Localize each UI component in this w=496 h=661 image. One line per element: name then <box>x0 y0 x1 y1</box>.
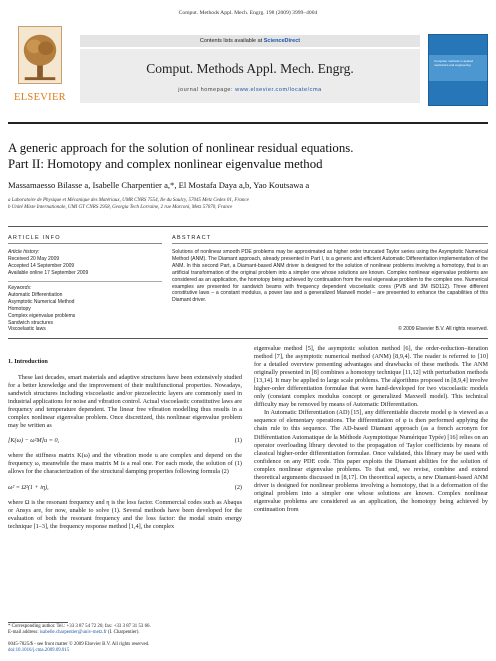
equation-1 <box>8 434 242 448</box>
history-label: Article history: <box>8 249 40 255</box>
affiliation-b: b Unité Mixte Internationale, UMI GT CNRS 2958, Georgia Tech Lorraine, 2 rue Marconi, Metz 57070, France <box>8 205 233 210</box>
section-heading: 1. Introduction <box>8 358 48 365</box>
keyword-item: Viscoelastic laws <box>8 326 46 333</box>
email-prefix: E-mail address: <box>8 630 40 636</box>
journal-homepage <box>80 87 420 93</box>
article-title-line-1: A generic approach for the solution of nonlinear residual equations. <box>8 141 354 155</box>
equation-2-number: (2) <box>234 483 242 491</box>
doi-link[interactable]: doi:10.1016/j.cma.2009.09.015 <box>8 648 70 654</box>
email-suffix: (I. Charpentier). <box>106 630 140 636</box>
homepage-prefix: journal homepage: <box>178 87 236 93</box>
footnote-contact: * Corresponding author. Tel.: +33 3 87 54 72 26; fax: +33 3 87 31 53 66. <box>8 624 151 629</box>
elsevier-tree-icon <box>18 26 62 84</box>
keywords <box>8 285 162 333</box>
contents-prefix: Contents lists available at <box>199 38 264 44</box>
journal-band <box>80 49 420 103</box>
journal-cover-thumbnail[interactable] <box>428 34 488 106</box>
equation-1-number: (1) <box>234 437 242 445</box>
journal-masthead <box>8 22 488 118</box>
body-paragraph: where the stiffness matrix K(ω) and the vibration mode u are complex and depend on the frequency ω, meanwhile the mass matrix M is a real one. For each mode, the solution of (1) allows for the characterization of the structural damping properties following formula (2) <box>8 452 242 476</box>
keyword-item: Complex eigenvalue problems <box>8 312 76 319</box>
keyword-item: Asymptotic Numerical Method <box>8 298 75 305</box>
body-column-right <box>254 345 488 514</box>
masthead-divider <box>8 122 488 124</box>
equation-2-text: ω² = Ω²(1 + iη), <box>8 483 49 491</box>
body-paragraph: eigenvalue method [5], the asymptotic solution method [6], the order-reduction–iteration method [7], the asymptotic numerical method (ANM) [8,9,4]. The reader is referred to [10] for a detailed overview presenting advantages and drawbacks of these methods. The ANM originally presented in [8] combines a homotopy technique [11,12] with perturbation methods [13,14]. It may be applied to large scale problems. The algorithms proposed in [8,9,4] involve higher-order differentiation formulae that were hand-developed for two viscoelastic models only (constant complex modulus concept or generalized Maxwell model). This technical difficulty may be removed by means of Automatic Differentiation. <box>254 345 488 409</box>
email-link[interactable]: isabelle.charpentier@univ-metz.fr <box>39 630 107 636</box>
keyword-item: Homotopy <box>8 305 31 312</box>
keyword-item: Automatic Differentiation <box>8 291 63 298</box>
body-paragraph: In Automatic Differentiation (AD) [15], any differentiable discrete model φ is viewed as a sequence of elementary operations. The differentiation of φ is then performed applying the chain rule to this sequence. The AD-based Diamant approach (as a french acronym for Différentiation Automatique de la Méthode Asymptotique Numérique Typée) [16] relies on an operator overloading library devoted to the propagation of Taylor coefficients by means of classical higher-order differentiation formulae. Once validated, this library may be used with confidence on any PDE code. This paper exploits the Diamant abilities for the solution of complex nonlinear eigenvalue problems. To that end, we revise, combine and extend theoretical arguments discussed in [8,17]. On theoretical aspects, a new Diamant-based ANM driver is designed for nonlinear problems involving a homotopy, that is a deformation of the original problem into a simpler one whose solutions are known. Complex nonlinear eigenvalue problems are considered as an application, the homotopy being achieved by continuation from <box>254 409 488 513</box>
footnote-rule <box>8 622 68 623</box>
journal-title: Comput. Methods Appl. Mech. Engrg. <box>146 61 354 76</box>
running-head: Comput. Methods Appl. Mech. Engrg. 198 (2009) 3999–4004 <box>178 10 318 16</box>
article-info-rule <box>8 243 162 244</box>
history-accepted: Accepted 14 September 2009 <box>8 262 75 269</box>
affiliation-a: a Laboratoire de Physique et Mécanique des Matériaux, UMR CNRS 7554, Ile du Saulcy, 57045 Metz Cedex 01, France <box>8 198 249 203</box>
affiliations <box>8 197 488 211</box>
abstract-rule <box>172 243 488 244</box>
sciencedirect-link[interactable]: ScienceDirect <box>263 38 301 44</box>
contents-bar <box>80 35 420 47</box>
body-paragraph: where Ω is the resonant frequency and η is the loss factor. Commercial codes such as Abaqus or Ansys are, for now, unable to solve (1). Several methods have been developed for the evaluation of both the resonant frequency and the loss factor: the modal strain energy technique [1–3], the frequency response method [1,4], the complex <box>8 498 242 530</box>
footnote-email-line <box>8 630 242 636</box>
article-history <box>8 249 162 277</box>
abstract-text: Solutions of nonlinear smooth PDE problems may be approximated as higher order truncated Taylor series using the Asymptotic Numerical Method (ANM). The Diamant approach, already presented in Part I, is a generic and efficient Automatic Differentiation implementation of the ANM. In this second Part, a Diamant-based ANM driver is designed for the solution of nonlinear problems involving a homotopy, that is an artificial transformation of the original problem into a simpler one whose solutions are known. Complex nonlinear eigenvalue problems are considered as an application, the homotopy being achieved by continuation from the real eigenvalue problem to the complex one. Numerical examples are presented for sandwich beams with frequency dependent viscoelastic cores (PVB and 3M ISD112). Three different constitutive laws – a constant modulus, a power law and a generalized Maxwell model – are presented to enhance the capabilities of this Diamant driver. <box>172 249 488 304</box>
copyright-notice: © 2009 Elsevier B.V. All rights reserved. <box>398 326 488 332</box>
corresponding-author-footnote <box>8 624 242 636</box>
header-divider <box>8 226 488 227</box>
issn-block <box>8 642 242 654</box>
body-paragraph: These last decades, smart materials and adaptive structures have been extensively studied for a better knowledge and the improvement of their multifunctional properties. Nowadays, sandwich structures including viscoelastic and/or piezoelectric layers are commonly used in industrial applications for noise and vibration control. Actual viscoelastic constitutive laws are frequency and temperature dependent. The linear free vibration modelling thus results in a complex nonlinear eigenvalue problem. Once discretized, this nonlinear eigenvalue problem may be written as <box>8 374 242 430</box>
abstract-divider <box>8 338 488 339</box>
article-title-line-2: Part II: Homotopy and complex nonlinear eigenvalue method <box>8 156 323 171</box>
keyword-item: Sandwich structures <box>8 319 54 326</box>
issn-line: 0045-7825/$ - see front matter © 2009 Elsevier B.V. All rights reserved. <box>8 642 150 647</box>
homepage-link[interactable]: www.elsevier.com/locate/cma <box>235 87 322 93</box>
article-info-separator <box>8 281 162 282</box>
body-column-left <box>8 358 242 531</box>
author-list: Massamaesso Bilasse a, Isabelle Charpentier a,*, El Mostafa Daya a,b, Yao Koutsawa a <box>8 180 310 190</box>
equation-2 <box>8 481 242 495</box>
abstract-heading: ABSTRACT <box>172 235 212 241</box>
publisher-name: ELSEVIER <box>14 92 66 103</box>
history-received: Received 20 May 2009 <box>8 255 60 262</box>
keywords-label: Keywords: <box>8 285 32 291</box>
equation-1-text: [K(ω) − ω²M]u = 0, <box>8 437 60 445</box>
article-title <box>8 141 488 172</box>
cover-text: Computer methods in applied mechanics and engineering <box>434 59 474 67</box>
elsevier-logo[interactable] <box>8 22 72 112</box>
article-info-heading: ARTICLE INFO <box>8 235 61 241</box>
history-online: Available online 17 September 2009 <box>8 269 89 276</box>
